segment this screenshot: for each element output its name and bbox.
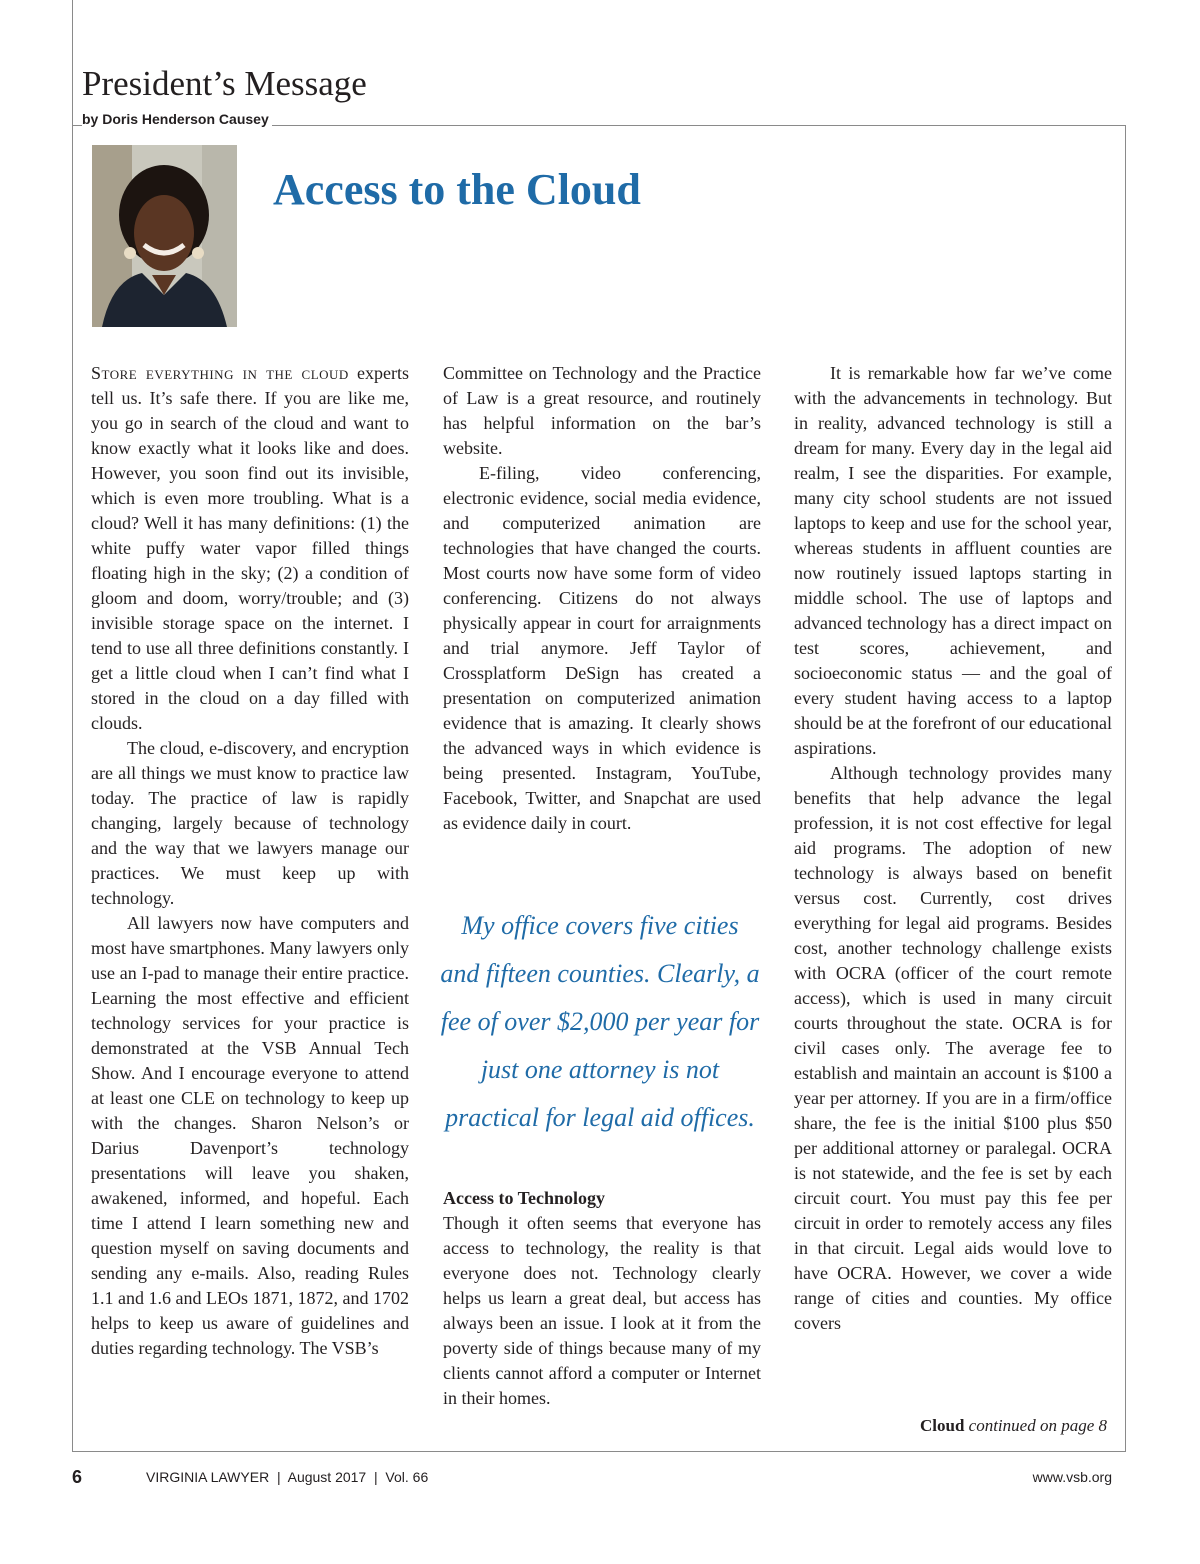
- subhead: Access to Technology: [443, 1188, 605, 1208]
- paragraph: [91, 361, 409, 736]
- column-2: [443, 361, 761, 836]
- continued-line: [794, 1415, 1107, 1437]
- column-3: [794, 361, 1112, 1336]
- paragraph: Though it often seems that everyone has access to technology, the reality is that everyone does not. Technology clearly helps us learn a great deal, but access has always been an issue. I look at it from the poverty side of things because many of my clients cannot afford a computer or Internet in their homes.: [443, 1213, 761, 1408]
- paragraph: E-filing, video conferencing, electronic evidence, social media evidence, and computerized animation are technologies that have changed the courts. Most courts now have some form of video conferencing. Citizens do not always physically appear in court for arraignments and trial anymore. Jeff Taylor of Crossplatform DeSign has created a presentation on computerized animation evidence that is amazing. It clearly shows the advanced ways in which evidence is being presented. Instagram, YouTube, Facebook, Twitter, and Snapchat are used as evidence daily in court.: [443, 463, 761, 833]
- column-1: [91, 361, 409, 1361]
- article-headline: Access to the Cloud: [273, 165, 641, 214]
- lead-paragraph-text: experts tell us. It’s safe there. If you are like me, you go in search of the cloud and want to know exactly what it looks like and does. However, you soon find out its invisible, which is even more troubling. What is a cloud? Well it has many definitions: (1) the white puffy water vapor filled things floating high in the sky; (2) a condition of gloom and doom, worry/trouble; and (3) invisible storage space on the internet. I tend to use all three definitions constantly. I get a little cloud when I can’t find what I stored in the cloud on a day filled with clouds.: [91, 363, 410, 733]
- paragraph: It is remarkable how far we’ve come with the advancements in technology. But in reality, advanced technology is still a dream for many. Every day in the legal aid realm, I see the disparities. For example, many city school students are not issued laptops to keep and use for the school year, whereas students in affluent counties are now routinely issued laptops starting in middle school. The use of laptops and advanced technology has a direct impact on test scores, achievement, and socioeconomic status — and the goal of every student having access to a laptop should be at the forefront of our educational aspirations.: [794, 363, 1112, 758]
- lead-in: Store everything in the cloud: [91, 363, 349, 383]
- paragraph: All lawyers now have computers and most have smartphones. Many lawyers only use an I-pad to manage their entire practice. Learning the most effective and efficient technology services for your practice is demonstrated at the VSB Annual Tech Show. And I encourage everyone to attend at least one CLE on technology to keep up with the changes. Sharon Nelson’s or Darius Davenport’s technology presentations will leave you shaken, awakened, informed, and hopeful. Each time I attend I learn something new and question myself on saving documents and sending any e-mails. Also, reading Rules 1.1 and 1.6 and LEOs 1871, 1872, and 1702 helps to keep us aware of guidelines and duties regarding technology. The VSB’s: [91, 913, 409, 1358]
- publication-info: VIRGINIA LAWYER | August 2017 | Vol. 66: [146, 1469, 429, 1485]
- left-vertical-rule: [72, 0, 73, 127]
- section-title: President’s Message: [82, 64, 367, 103]
- continued-keyword: Cloud: [919, 1416, 965, 1435]
- column-2-lower: [443, 1186, 761, 1411]
- pull-quote: My office covers five cities and fifteen counties. Clearly, a fee of over $2,000 per year for just one attorney is not practical for legal aid offices.: [440, 911, 760, 1132]
- continued-text: continued on page 8: [968, 1416, 1107, 1435]
- paragraph: Although technology provides many benefits that help advance the legal profession, it is not cost effective for legal aid programs. The adoption of new technology is always based on benefit versus cost. Currently, cost drives everything for legal aid programs. Besides cost, another technology challenge exists with OCRA (officer of the court remote access), which is used in many circuit courts throughout the state. OCRA is for civil cases only. The average fee to establish and maintain an account is $100 a year per attorney. If you are in a firm/office share, the fee is the initial $100 plus $50 per additional attorney or paralegal. OCRA is not statewide, and the fee is set by each circuit court. You must pay this fee per circuit in order to remotely access any files in that circuit. Legal aids would love to have OCRA. However, we cover a wide range of cities and counties. My office covers: [794, 763, 1112, 1333]
- paragraph: The cloud, e-discovery, and encryption are all things we must know to practice law today. The practice of law is rapidly changing, largely because of technology and the way that we lawyers manage our practices. We must keep up with technology.: [91, 738, 409, 908]
- byline: by Doris Henderson Causey: [82, 110, 272, 128]
- page-number: 6: [72, 1467, 83, 1487]
- website-link[interactable]: www.vsb.org: [1032, 1469, 1112, 1485]
- author-photo: [92, 145, 237, 327]
- paragraph: Committee on Technology and the Practice of Law is a great resource, and routinely has helpful information on the bar’s website.: [443, 363, 761, 458]
